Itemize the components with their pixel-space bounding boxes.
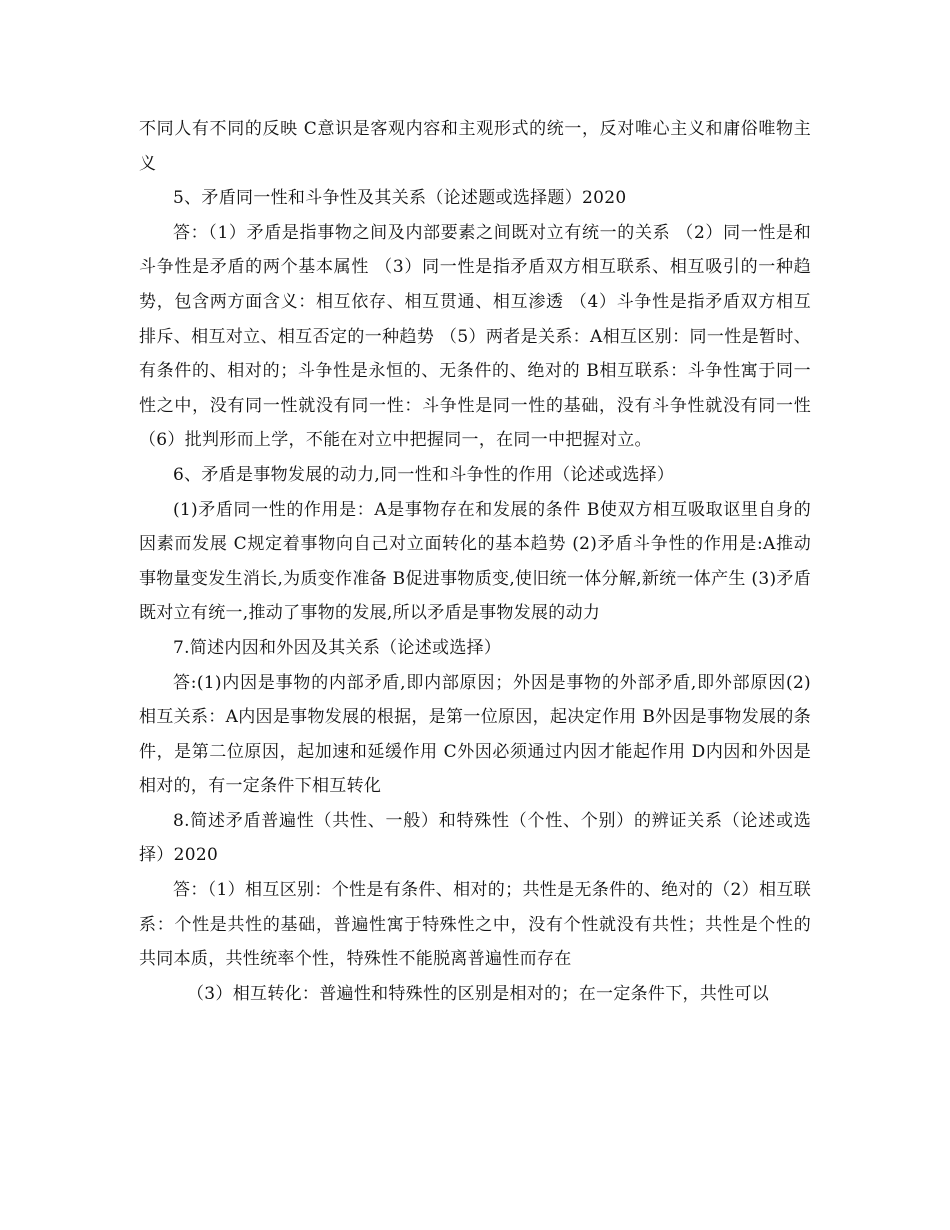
document-page — [139, 112, 811, 1011]
question-7-answer: 答:(1)内因是事物的内部矛盾,即内部原因；外因是事物的外部矛盾,即外部原因(2)相互关系：A内因是事物发展的根据，是第一位原因，起决定作用 B外因是事物发展的条件，是第二位原因，起加速和延缓作用 C外因必须通过内因才能起作用 D内因和外因是相对的，有一定条件下相互转化 — [139, 672, 811, 797]
question-5-answer: 答：（1）矛盾是指事物之间及内部要素之间既对立有统一的关系 （2）同一性是和斗争性是矛盾的两个基本属性 （3）同一性是指矛盾双方相互联系、相互吸引的一种趋势，包含两方面含义：相互依存、相互贯通、相互渗透 （4）斗争性是指矛盾双方相互排斥、相互对立、相互否定的一种趋势 （5）两者是关系：A相互区别：同一性是暂时、有条件的、相对的；斗争性是永恒的、无条件的、绝对的 B相互联系：斗争性寓于同一性之中，没有同一性就没有同一性：斗争性是同一性的基础，没有斗争性就没有同一性 （6）批判形而上学，不能在对立中把握同一，在同一中把握对立。 — [139, 222, 811, 451]
question-8-answer: 答：（1）相互区别：个性是有条件、相对的；共性是无条件的、绝对的（2）相互联系：个性是共性的基础，普遍性寓于特殊性之中，没有个性就没有共性；共性是个性的共同本质，共性统率个性，特殊性不能脱离普遍性而存在 — [139, 880, 811, 970]
question-6-answer: (1)矛盾同一性的作用是：A是事物存在和发展的条件 B使双方相互吸取讴里自身的因素而发展 C规定着事物向自己对立面转化的基本趋势 (2)矛盾斗争性的作用是:A推动事物量变发生消长,为质变作准备 B促进事物质变,使旧统一体分解,新统一体产生 (3)矛盾既对立有统一,推动了事物的发展,所以矛盾是事物发展的动力 — [139, 499, 811, 624]
question-7-heading: 7.简述内因和外因及其关系（论述或选择） — [173, 637, 502, 658]
question-6-heading: 6、矛盾是事物发展的动力,同一性和斗争性的作用（论述或选择） — [173, 464, 675, 485]
question-8-answer-continued: （3）相互转化：普遍性和特殊性的区别是相对的；在一定条件下，共性可以 — [187, 983, 770, 1004]
question-5-heading: 5、矛盾同一性和斗争性及其关系（论述题或选择题）2020 — [173, 188, 627, 209]
question-8-heading: 8.简述矛盾普遍性（共性、一般）和特殊性（个性、个别）的辨证关系（论述或选择）2020 — [139, 810, 811, 866]
paragraph-consciousness: 不同人有不同的反映 C意识是客观内容和主观形式的统一，反对唯心主义和庸俗唯物主义 — [139, 119, 811, 174]
